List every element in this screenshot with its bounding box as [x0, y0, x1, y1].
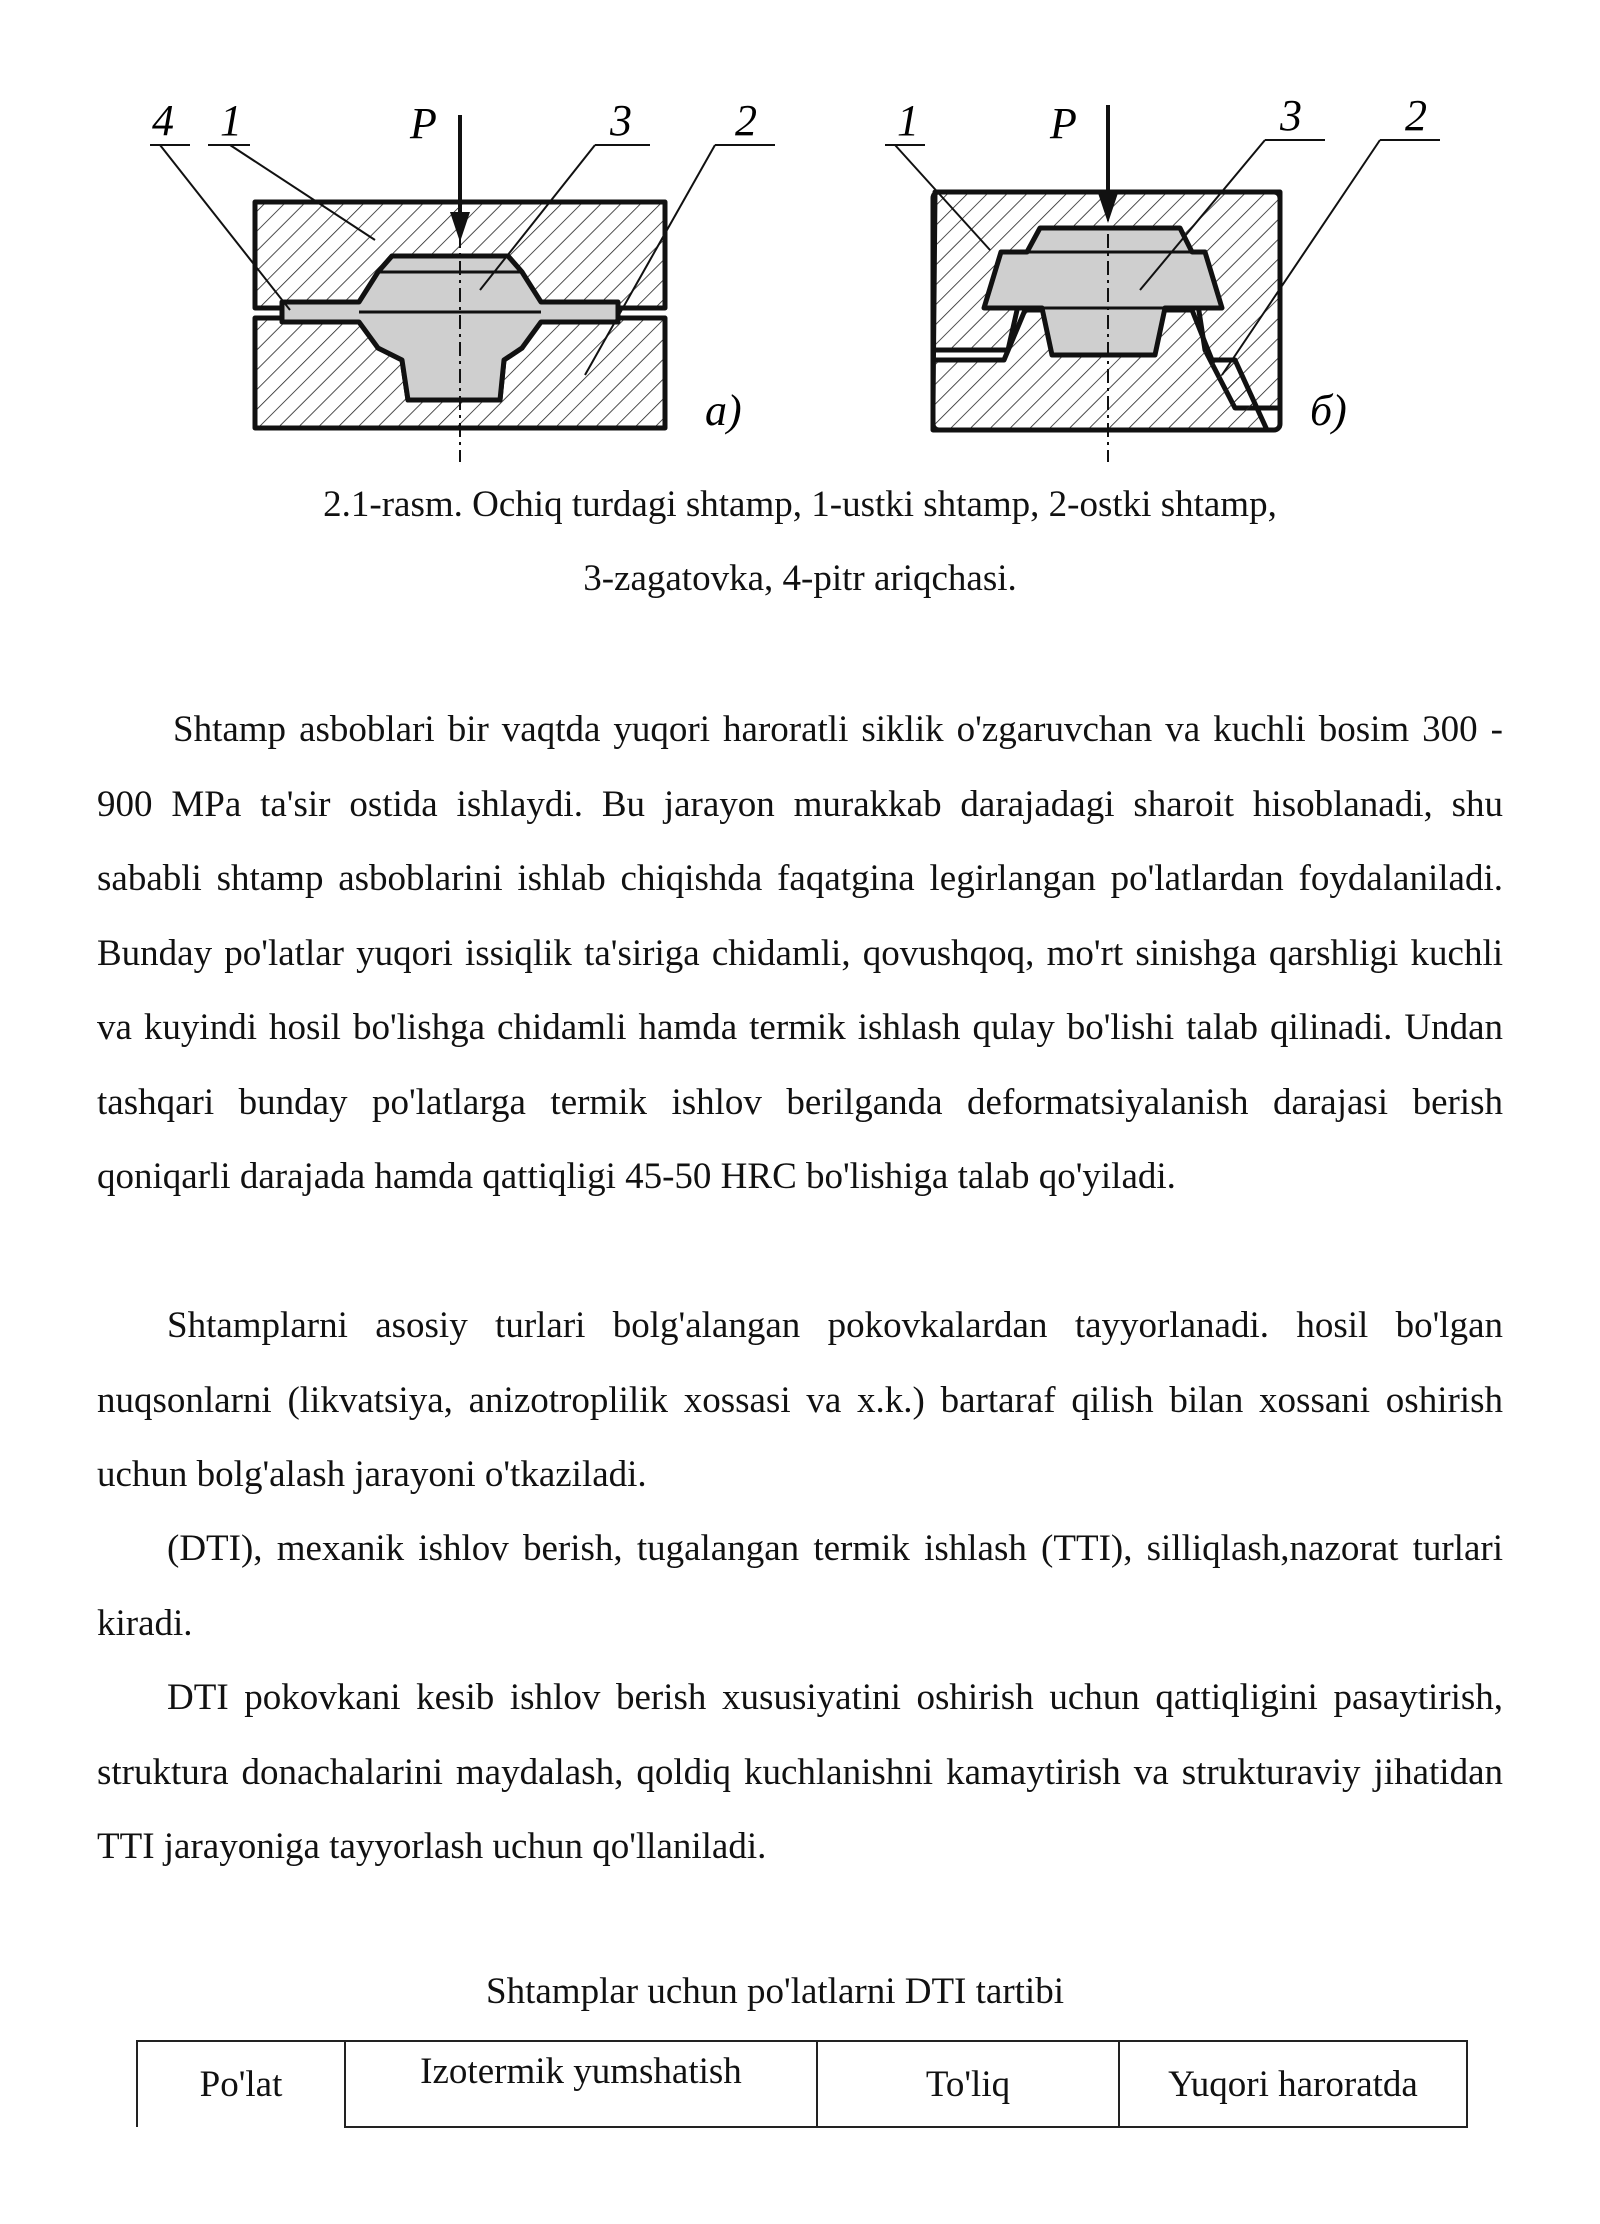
label-p: P — [410, 99, 437, 148]
table-header-row — [137, 2041, 1467, 2127]
steel-dti-table — [136, 2040, 1468, 2128]
sublabel-a: а) — [705, 386, 742, 435]
label-4: 4 — [152, 96, 174, 145]
figure-caption-line-2: 3-zagatovka, 4-pitr ariqchasi. — [583, 558, 1017, 599]
figure-caption-line-1: 2.1-rasm. Ochiq turdagi shtamp, 1-ustki shtamp, 2-ostki shtamp, — [323, 484, 1277, 525]
paragraph-4: DTI pokovkani kesib ishlov berish xususiyatini oshirish uchun qattiqligini pasaytirish, struktura donachalarini maydalash, qoldiq kuchlanishni kamaytirish va strukturaviy jihatidan TTI jarayoniga tayyorlash uchun qo'llaniladi. — [97, 1677, 1503, 1867]
paragraph-3: (DTI), mexanik ishlov berish, tugalangan termik ishlash (TTI), silliqlash,nazorat turlari kiradi. — [97, 1528, 1503, 1644]
label-1: 1 — [220, 96, 242, 145]
label-2: 2 — [735, 96, 757, 145]
label-3: 3 — [610, 96, 632, 145]
sublabel-b: б) — [1310, 386, 1347, 435]
label-1-b: 1 — [897, 96, 919, 145]
table-title: Shtamplar uchun po'latlarni DTI tartibi — [486, 1971, 1064, 2012]
diagram-closed-die — [885, 91, 1440, 462]
header-isothermal-annealing: Izotermik yumshatish — [345, 2041, 817, 2127]
stamp-figure — [140, 90, 1460, 470]
label-3-b: 3 — [1280, 91, 1302, 140]
paragraph-2: Shtamplarni asosiy turlari bolg'alangan pokovkalardan tayyorlanadi. hosil bo'lgan nuqsonlarni (likvatsiya, anizotroplilik xossasi va x.k.) bartaraf qilish bilan xossani oshirish uchun bolg'alash jarayoni o'tkaziladi. — [97, 1305, 1503, 1495]
label-2-b: 2 — [1405, 91, 1427, 140]
paragraph-1: Shtamp asboblari bir vaqtda yuqori haroratli siklik o'zgaruvchan va kuchli bosim 300 - 900 MPa ta'sir ostida ishlaydi. Bu jarayon murakkab darajadagi sharoit hisoblanadi, shu sababli shtamp asboblarini ishlab chiqishda faqatgina legirlangan po'latlardan foydalaniladi. Bunday po'latlar yuqori issiqlik ta'siriga chidamli, qovushqoq, mo'rt sinishga qarshligi kuchli va kuyindi hosil bo'lishga chidamli hamda termik ishlash qulay bo'lishi talab qilinadi. Undan tashqari bunday po'latlarga termik ishlov berilganda deformatsiyalanish darajasi berish qoniqarli darajada hamda qattiqligi 45-50 HRC bo'lishiga talab qo'yiladi. — [97, 709, 1503, 1197]
label-p-b: P — [1050, 99, 1077, 148]
diagram-open-die — [150, 96, 775, 462]
header-full: To'liq — [817, 2041, 1119, 2127]
header-high-temperature: Yuqori haroratda — [1119, 2041, 1467, 2127]
header-steel: Po'lat — [137, 2041, 345, 2127]
